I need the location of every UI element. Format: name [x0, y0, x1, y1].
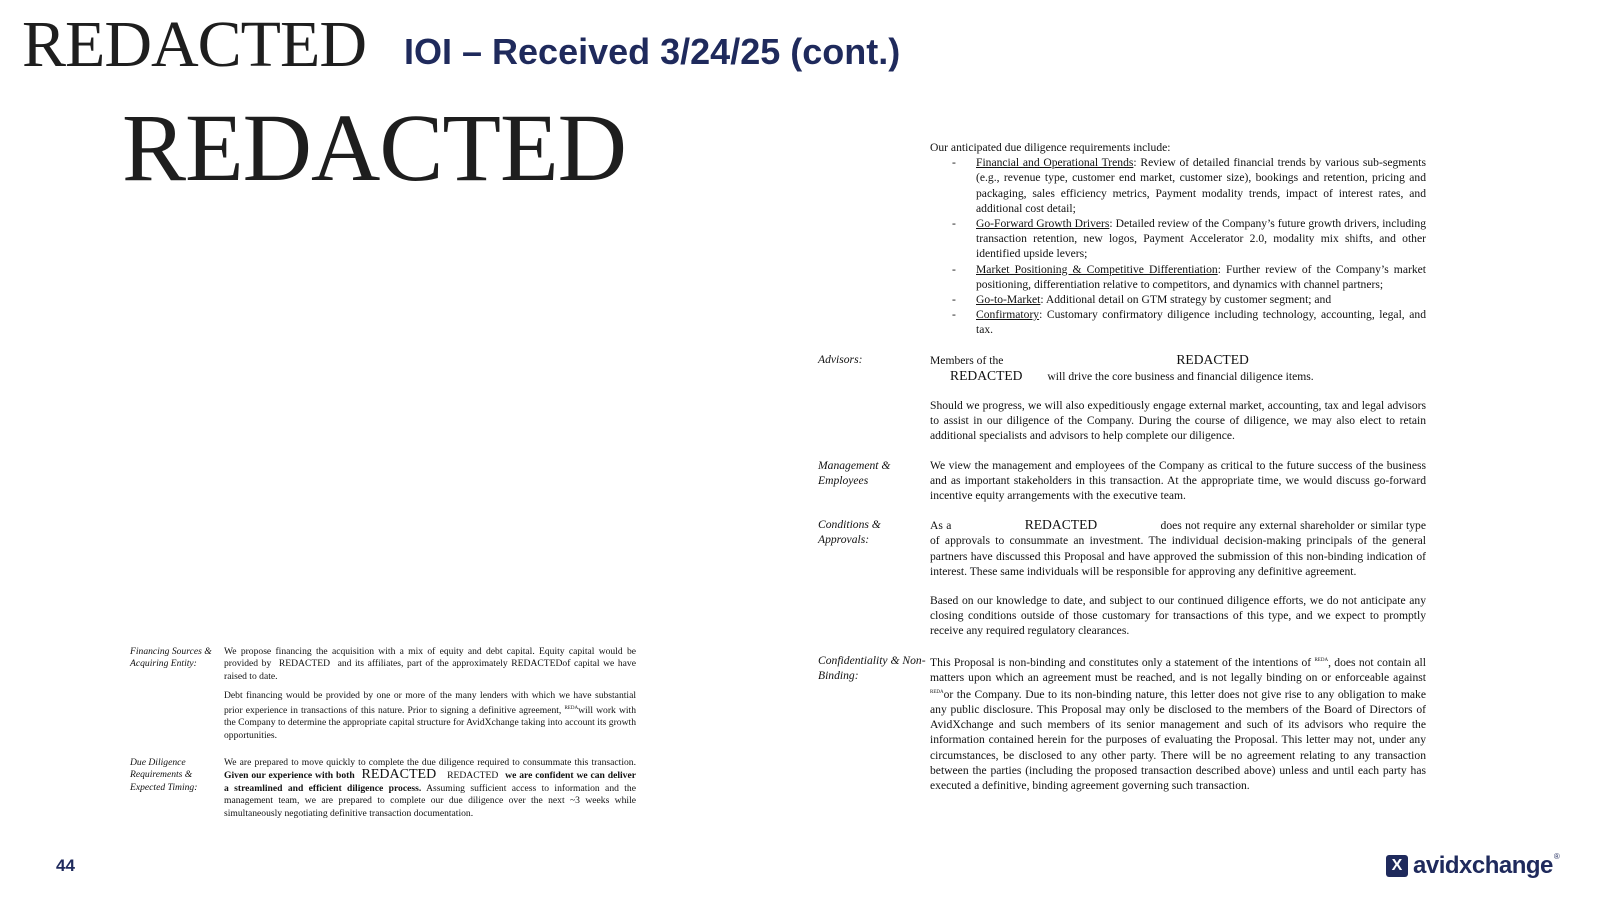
- list-item: - Market Positioning & Competitive Differentiation: Further review of the Company’s market positioning, differentiation relative to competitors, and dynamics with channel partners;: [952, 262, 1426, 291]
- advisors-paragraph-2: Should we progress, we will also expeditiously engage external market, accounting, tax and legal advisors to assist in our diligence of the Company. During the course of diligence, we may also elect to retain additional specialists and advisors to help complete our diligence.: [930, 399, 1426, 443]
- list-item-term: Financial and Operational Trends: [976, 156, 1134, 170]
- financing-paragraph-1: [224, 646, 636, 683]
- redaction-mark: REDA: [1314, 657, 1329, 663]
- redaction-mark: REDACTED: [1176, 351, 1249, 367]
- conditions-body: [930, 517, 1426, 652]
- management-section: [818, 458, 1426, 518]
- diligence-section: [130, 757, 636, 827]
- diligence-bold-b: we are confident we can deliver a streamlined and efficient diligence process.: [224, 770, 636, 794]
- advisors-section: [818, 352, 1426, 458]
- trademark-symbol: ®: [1553, 852, 1560, 861]
- conditions-text-a: As a: [930, 519, 952, 533]
- list-item: - Financial and Operational Trends: Review of detailed financial trends by various sub-segments (e.g., revenue type, customer end market, customer size), bookings and retention, pricing and packaging, sales efficiency metrics, Payment modality trends, impact of interest rates, and additional cost detail;: [952, 156, 1426, 215]
- financing-body: [224, 646, 636, 749]
- financing-text-d: Debt financing would be provided by one or more of the many lenders with which we have substantial prior experience in transactions of this nature. Prior to signing a definitive agreement,: [224, 690, 636, 716]
- confidentiality-text-a: This Proposal is non-binding and constitutes only a statement of the intentions of: [930, 655, 1312, 669]
- diligence-text-b: Assuming sufficient access to information and the management team, we are prepared to complete our due diligence over the next ~3 weeks while simultaneously negotiating definitive transaction documentation.: [224, 782, 636, 819]
- redaction-mark: REDACTED: [361, 767, 437, 783]
- diligence-body: [224, 757, 636, 827]
- list-item-term: Confirmatory: [976, 308, 1040, 322]
- redaction-mark: REDACTED: [511, 658, 563, 670]
- conditions-paragraph-1: [930, 517, 1426, 579]
- diligence-paragraph: [224, 757, 636, 820]
- management-body: [930, 458, 1426, 518]
- confidentiality-text-c: or the Company. Due to its non-binding nature, this letter does not give rise to any obligation to make any public disclosure. This Proposal may only be disclosed to the members of the Board of Directors of AvidXchange and such members of its senior management and such of its advisors who require the information contained herein for the purposes of evaluating the Proposal. This letter may not, under any circumstances, be disclosed to any other party. There will be no agreement relating to any transaction between the parties (including the proposed transaction described above) unless and until each party has executed a definitive, binding agreement governing such transaction.: [930, 687, 1426, 793]
- page-number: 44: [56, 856, 75, 875]
- list-item-term: Market Positioning & Competitive Differentiation: [976, 262, 1218, 276]
- left-document-excerpt: [130, 646, 636, 835]
- diligence-text-a: We are prepared to move quickly to complete the due diligence required to consummate this transaction.: [224, 757, 636, 769]
- list-item-text: : Additional detail on GTM strategy by customer segment; and: [1040, 293, 1332, 307]
- financing-text-b: and its affiliates, part of the approximately: [337, 658, 508, 670]
- list-item-term: Go-to-Market: [976, 293, 1041, 307]
- confidentiality-section: [818, 653, 1426, 808]
- redaction-mark-large: REDACTED: [122, 94, 626, 201]
- list-item-text: : Detailed review of the Company’s future growth drivers, including transaction retention, new logos, Payment Accelerator 2.0, modality mix shifts, and other identified upside levers;: [976, 217, 1426, 261]
- conditions-paragraph-2: Based on our knowledge to date, and subject to our continued diligence efforts, we do not anticipate any closing conditions outside of those customary for transactions of this type, and we expect to promptly receive any required regulatory clearances.: [930, 594, 1426, 638]
- confidentiality-text-b: , does not contain all matters upon which an agreement must be reached, and is not legally binding on or enforceable against: [930, 655, 1426, 684]
- list-item: - Go-Forward Growth Drivers: Detailed review of the Company’s future growth drivers, including transaction retention, new logos, Payment Accelerator 2.0, modality mix shifts, and other identified upside levers;: [952, 217, 1426, 261]
- financing-section: [130, 646, 636, 749]
- financing-text-a: We propose financing the acquisition with a mix of equity and debt capital. Equity capital would be provided by: [224, 646, 636, 670]
- advisors-body: [930, 352, 1426, 458]
- list-item-text: : Review of detailed financial trends by various sub-segments (e.g., revenue type, customer end market, customer size), bookings and retention, pricing and packaging, sales efficiency metrics, Payment modality trends, impact of interest rates, and additional cost detail;: [976, 156, 1426, 215]
- confidentiality-label: Confidentiality & Non-Binding:: [818, 653, 926, 682]
- management-label: Management & Employees: [818, 458, 891, 487]
- list-item: - Confirmatory: Customary confirmatory diligence including technology, accounting, legal, and tax.: [952, 308, 1426, 337]
- advisors-paragraph-1: [930, 352, 1426, 384]
- diligence-label: Due Diligence Requirements & Expected Timing:: [130, 757, 198, 793]
- list-item-term: Go-Forward Growth Drivers: [976, 217, 1110, 231]
- page-title: IOI – Received 3/24/25 (cont.): [404, 31, 901, 72]
- conditions-label: Conditions & Approvals:: [818, 518, 881, 547]
- financing-label: Financing Sources & Acquiring Entity:: [130, 646, 212, 670]
- advisors-label: Advisors:: [818, 352, 863, 366]
- diligence-intro: Our anticipated due diligence requirements include:: [930, 141, 1171, 154]
- list-item: - Go-to-Market: Additional detail on GTM strategy by customer segment; and: [952, 293, 1332, 307]
- list-item-text: : Further review of the Company’s market positioning, differentiation relative to competitors, and dynamics with channel partners;: [976, 262, 1426, 291]
- right-document-excerpt: [818, 140, 1426, 807]
- advisors-text-a: Members of the: [930, 353, 1004, 367]
- diligence-requirements: [930, 140, 1426, 338]
- redaction-mark-top: REDACTED: [22, 8, 366, 81]
- redaction-mark: REDA: [564, 705, 579, 711]
- redaction-mark: REDA: [930, 689, 944, 695]
- confidentiality-body: [930, 653, 1426, 808]
- list-item-text: : Customary confirmatory diligence including technology, accounting, legal, and tax.: [976, 308, 1426, 337]
- avidxchange-logo-icon: X: [1386, 855, 1408, 877]
- confidentiality-paragraph: [930, 653, 1426, 794]
- logo-text: avidxchange: [1413, 852, 1553, 879]
- redaction-mark: REDACTED: [950, 367, 1023, 383]
- financing-text-e: will work with the Company to determine the appropriate capital structure for AvidXchange taking into account its growth opportunities.: [224, 704, 637, 741]
- redaction-mark: REDACTED: [1024, 517, 1098, 533]
- diligence-list: [930, 155, 1426, 337]
- redaction-mark: REDACTED: [447, 770, 499, 782]
- financing-paragraph-2: [224, 690, 636, 742]
- redaction-mark: REDACTED: [278, 658, 330, 670]
- diligence-bold-a: Given our experience with both: [224, 770, 355, 782]
- conditions-text-b: does not require any external shareholder or similar type of approvals to consummate an investment. The individual decision-making principals of the general partners have discussed this Proposal and have approved the submission of this non-binding indication of interest. These same individuals will be responsible for approving any definitive agreement.: [930, 519, 1426, 578]
- conditions-section: [818, 517, 1426, 652]
- financing-text-c: of capital we have raised to date.: [224, 658, 636, 682]
- management-paragraph: We view the management and employees of the Company as critical to the future success of the business and as important stakeholders in this transaction. At the appropriate time, we would discuss go-forward incentive equity arrangements with the executive team.: [930, 458, 1426, 503]
- company-logo: [1386, 852, 1560, 880]
- advisors-text-b: will drive the core business and financial diligence items.: [1047, 369, 1314, 383]
